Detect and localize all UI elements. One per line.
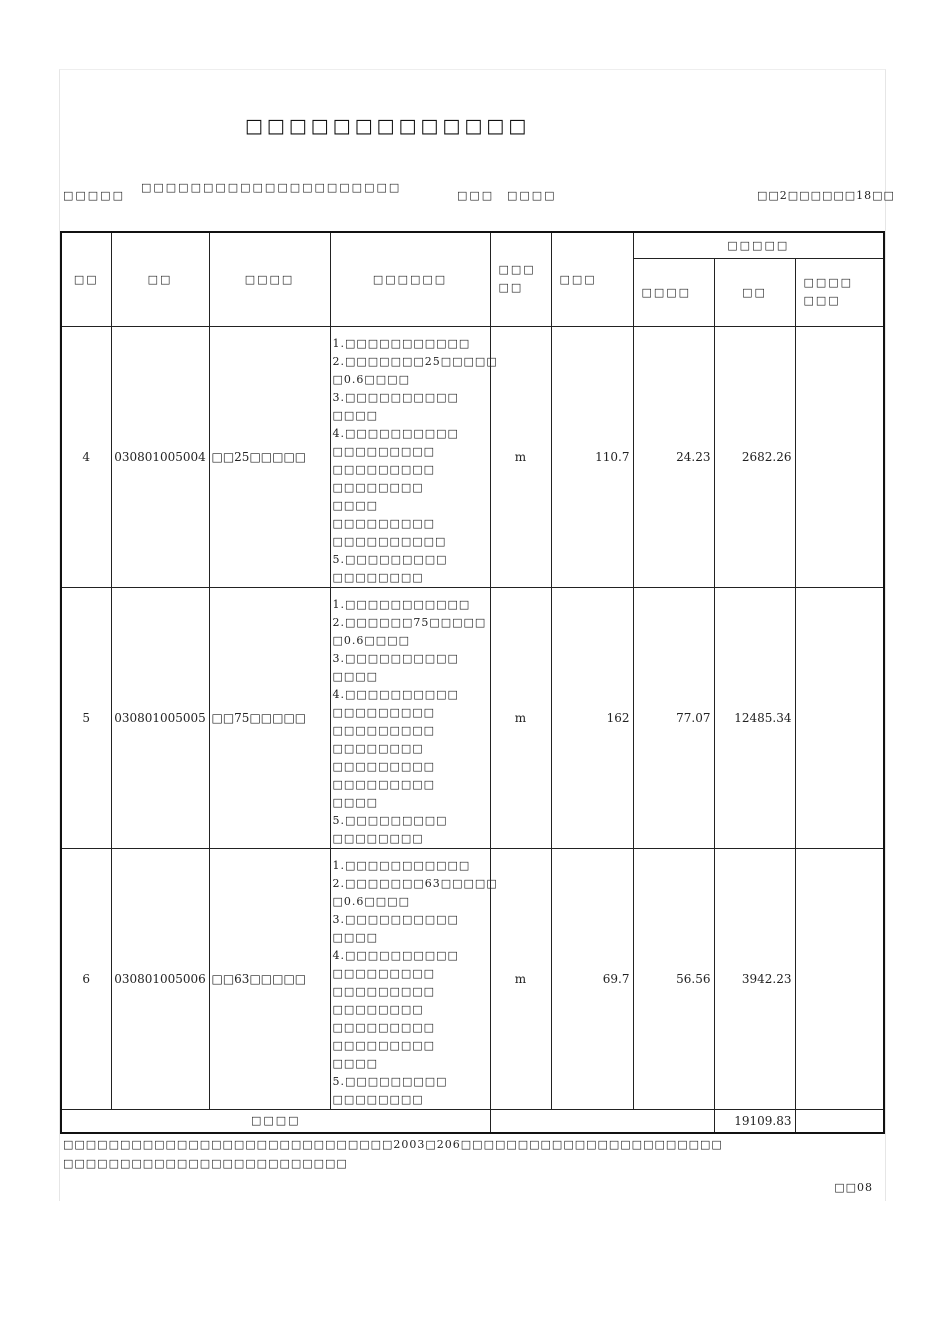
row-seq: 6 <box>61 848 111 1109</box>
project-name: □□□□□□□□□□□□□□□□□□□□□ <box>141 181 402 194</box>
table-row <box>61 587 884 848</box>
section-value: □□□□ <box>507 189 557 202</box>
row-features: 1.□□□□□□□□□□□ 2.□□□□□□75□□□□□ □0.6□□□□ 3.□□□□□□□□□□ □□□□ 4.□□□□□□□□□□ □□□□□□□□□ □□□□□□□□□ □□□□□□□□ □□□□□□□□□ □□□□□□□□□ □□□□ 5.□□□□□□□□□ □□□□□□□□ <box>330 587 490 848</box>
col-unit-header: □□□ □□ <box>490 232 551 326</box>
subtotal-blank <box>490 1109 714 1133</box>
col-features-header: □□□□□□ <box>330 232 490 326</box>
row-unit-price: 77.07 <box>633 587 714 848</box>
table-row <box>61 848 884 1109</box>
row-code: 030801005006 <box>111 848 209 1109</box>
row-qty: 162 <box>551 587 633 848</box>
page-label: □□08 <box>834 1181 873 1194</box>
page-info: □□2□□□□□□18□□ <box>757 189 895 202</box>
subtotal-label: □□□□ <box>61 1109 490 1133</box>
subtotal-extra <box>795 1109 884 1133</box>
col-code-header: □□ <box>111 232 209 326</box>
row-features: 1.□□□□□□□□□□□ 2.□□□□□□□25□□□□□ □0.6□□□□ 3.□□□□□□□□□□ □□□□ 4.□□□□□□□□□□ □□□□□□□□□ □□□□□□□□□ □□□□□□□□ □□□□ □□□□□□□□□ □□□□□□□□□□ 5.□□□□□□□□□ □□□□□□□□ <box>330 326 490 587</box>
footnote-line-2: □□□□□□□□□□□□□□□□□□□□□□□□□ <box>63 1157 348 1170</box>
header-row-top <box>61 232 884 258</box>
subtotal-total: 19109.83 <box>714 1109 795 1133</box>
col-seq-header: □□ <box>61 232 111 326</box>
bill-table <box>60 231 885 1134</box>
row-unit-price: 56.56 <box>633 848 714 1109</box>
row-total: 12485.34 <box>714 587 795 848</box>
table-row <box>61 326 884 587</box>
section-label: □□□ <box>457 189 495 202</box>
row-extra <box>795 326 884 587</box>
row-unit: m <box>490 326 551 587</box>
row-seq: 5 <box>61 587 111 848</box>
col-unit-price-header: □□□□ <box>633 258 714 326</box>
row-qty: 110.7 <box>551 326 633 587</box>
row-extra <box>795 587 884 848</box>
row-name: □□25□□□□□ <box>209 326 330 587</box>
row-extra <box>795 848 884 1109</box>
col-total-header: □□ <box>714 258 795 326</box>
row-unit: m <box>490 587 551 848</box>
footnote-line-1: □□□□□□□□□□□□□□□□□□□□□□□□□□□□□2003□206□□□□□□□□□□□□□□□□□□□□□□□ <box>63 1138 723 1151</box>
row-name: □□75□□□□□ <box>209 587 330 848</box>
row-code: 030801005004 <box>111 326 209 587</box>
row-name: □□63□□□□□ <box>209 848 330 1109</box>
row-total: 2682.26 <box>714 326 795 587</box>
page-title: □□□□□□□□□□□□□ <box>244 115 531 137</box>
col-extra-header: □□□□ □□□ <box>795 258 884 326</box>
col-qty-header: □□□ <box>551 232 633 326</box>
row-features: 1.□□□□□□□□□□□ 2.□□□□□□□63□□□□□ □0.6□□□□ 3.□□□□□□□□□□ □□□□ 4.□□□□□□□□□□ □□□□□□□□□ □□□□□□□□□ □□□□□□□□ □□□□□□□□□ □□□□□□□□□ □□□□ 5.□□□□□□□□□ □□□□□□□□ <box>330 848 490 1109</box>
col-amount-group-header: □□□□□ <box>633 232 884 258</box>
project-label: □□□□□ <box>63 189 125 202</box>
subtotal-row <box>61 1109 884 1133</box>
row-total: 3942.23 <box>714 848 795 1109</box>
row-qty: 69.7 <box>551 848 633 1109</box>
col-name-header: □□□□ <box>209 232 330 326</box>
row-unit: m <box>490 848 551 1109</box>
row-unit-price: 24.23 <box>633 326 714 587</box>
row-code: 030801005005 <box>111 587 209 848</box>
row-seq: 4 <box>61 326 111 587</box>
